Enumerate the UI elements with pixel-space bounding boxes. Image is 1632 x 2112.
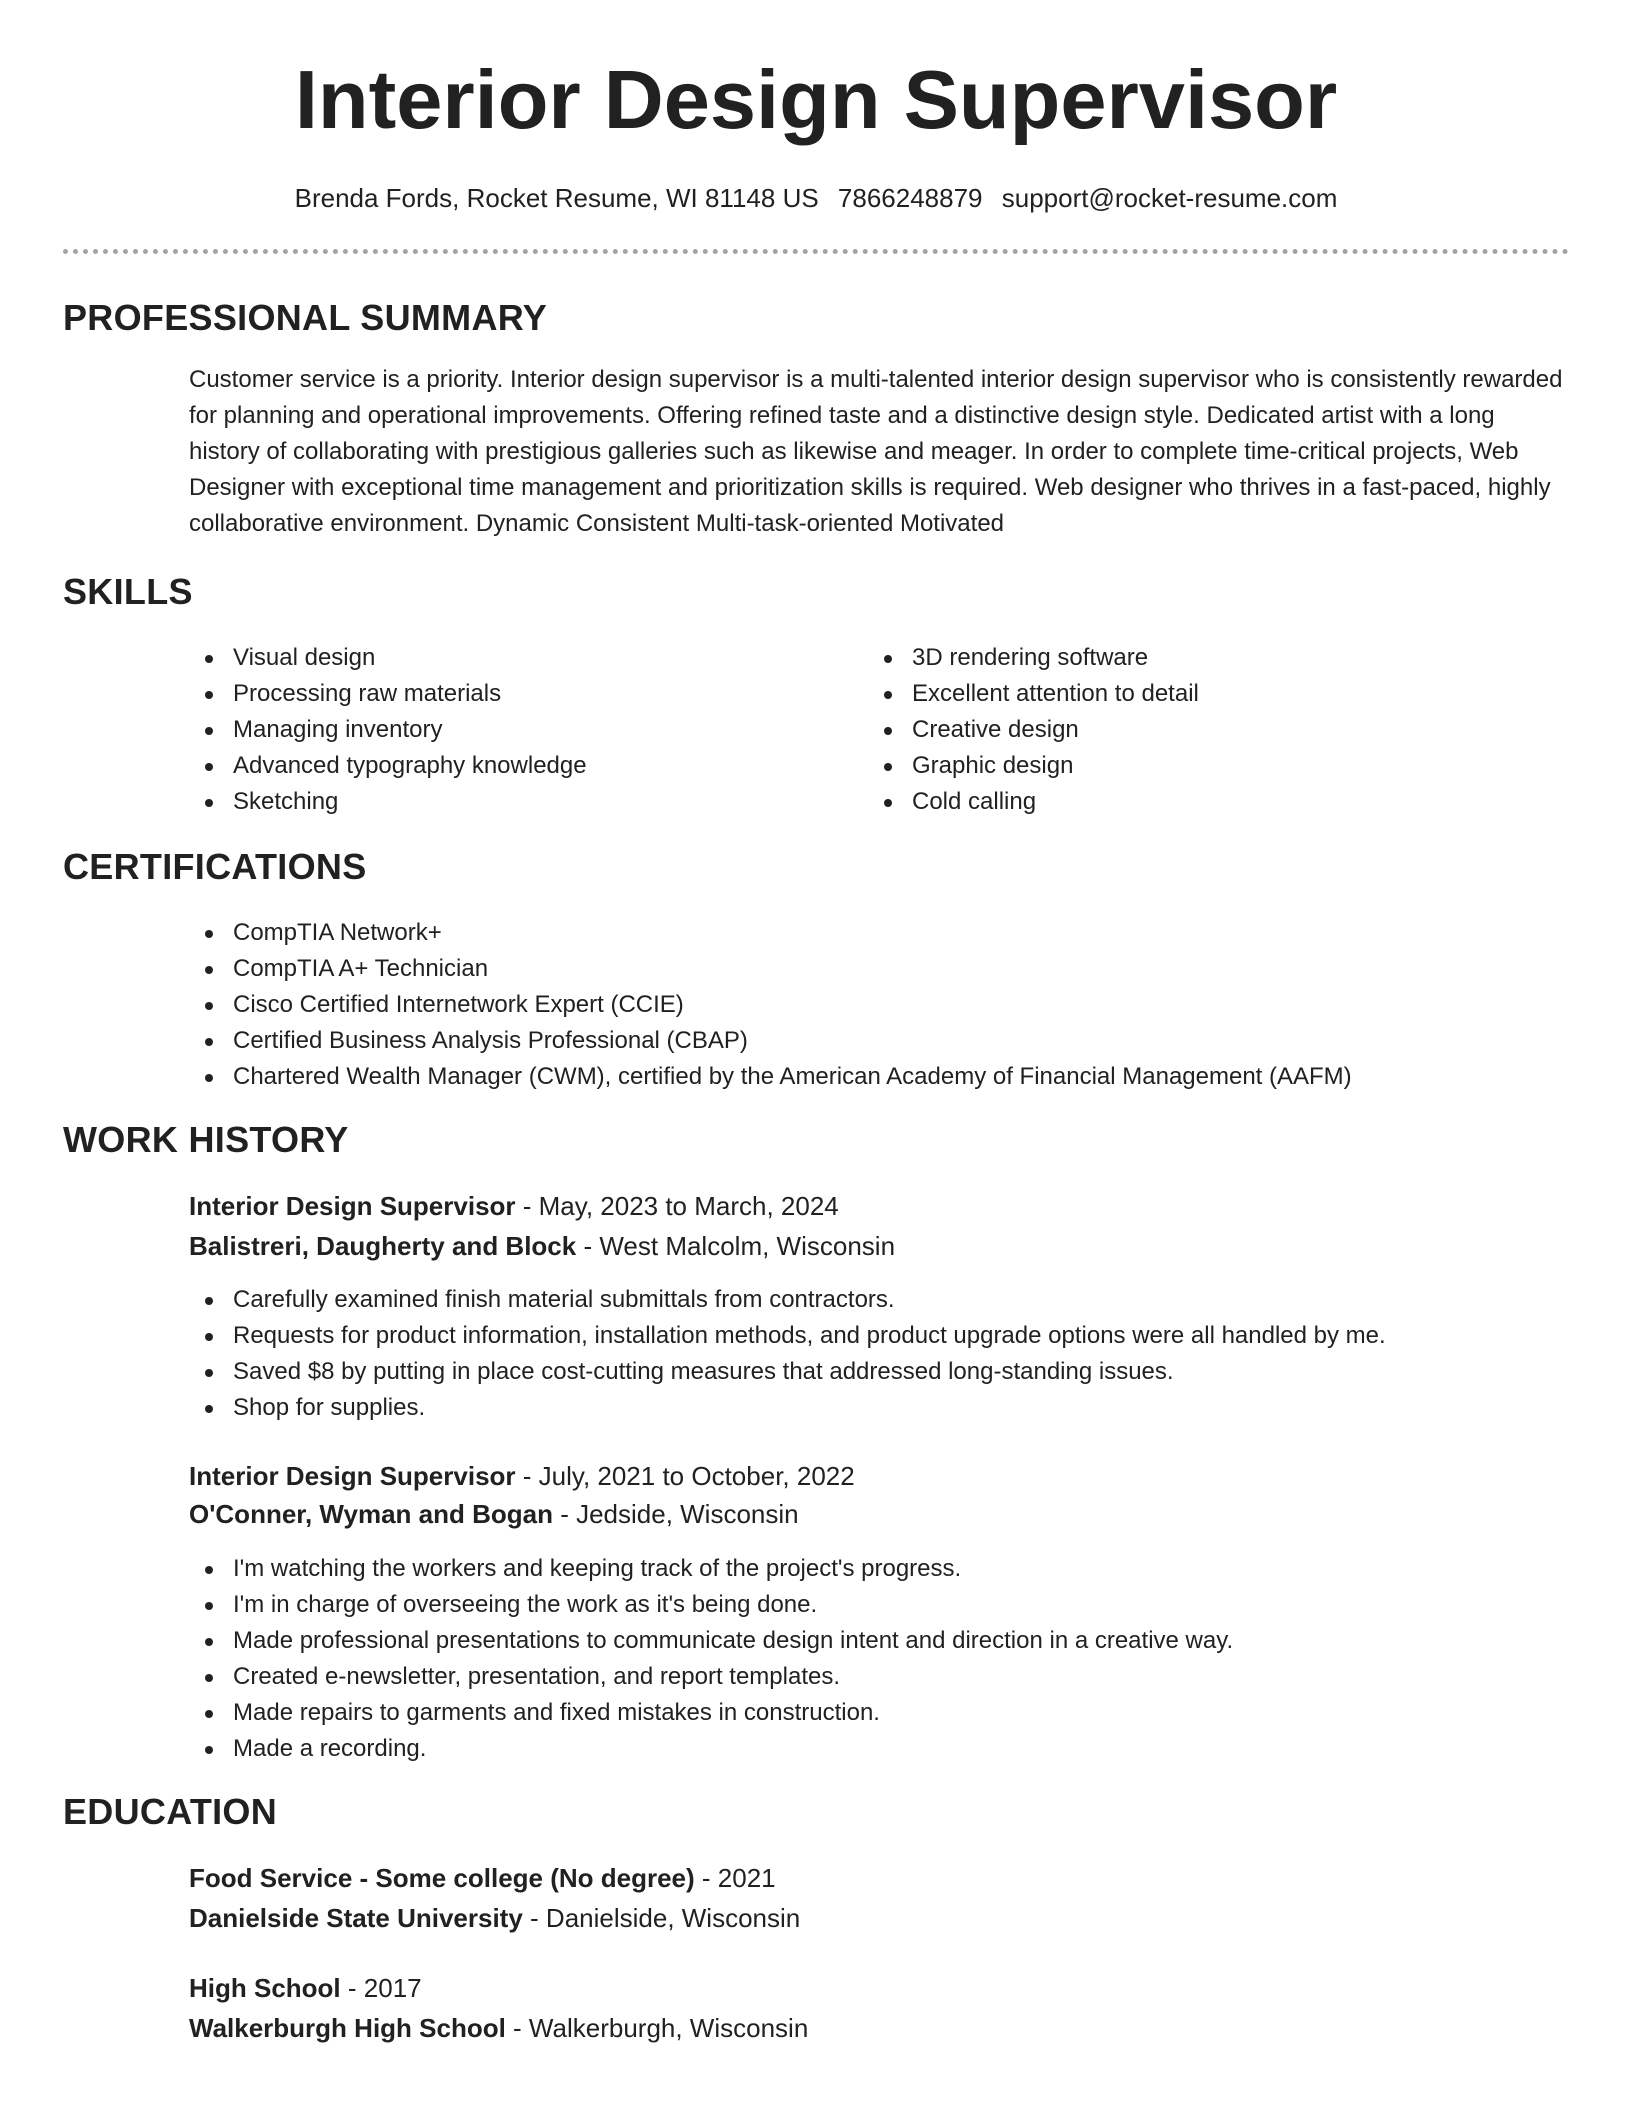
job-company-line [189,1228,895,1264]
skill-item: Excellent attention to detail [868,676,1199,712]
skill-item: Processing raw materials [189,676,587,712]
skill-item: Managing inventory [189,712,587,748]
skill-item: 3D rendering software [868,640,1199,676]
job-company-line [189,1496,799,1532]
education-location: - Danielside, Wisconsin [522,1903,801,1933]
summary-text: Customer service is a priority. Interior design supervisor is a multi-talented interior design supervisor who is consistently rewarded for planning and operational improvements. Offering refined taste and a distinctive design style. Dedicated artist with a long history of collaborating with prestigious galleries such as likewise and meager. In order to complete time-critical projects, Web Designer with exceptional time management and prioritization skills is required. Web designer who thrives in a fast-paced, highly collaborative environment. Dynamic Consistent Multi-task-oriented Motivated [189,366,1563,537]
job-duty-item: Requests for product information, installation methods, and product upgrade options were all handled by me. [189,1318,1386,1354]
job-location: - West Malcolm, Wisconsin [576,1231,896,1261]
job-role: Interior Design Supervisor [189,1191,516,1221]
skill-item: Sketching [189,784,587,820]
education-year: - 2021 [694,1863,776,1893]
job-title-line [189,1188,839,1224]
job-company: O'Conner, Wyman and Bogan [189,1499,553,1529]
header-divider [63,249,1569,254]
job-duty-item: Created e-newsletter, presentation, and report templates. [189,1659,1233,1695]
education-degree-line [189,1860,776,1896]
certification-item: CompTIA A+ Technician [189,951,1352,987]
certifications-list [189,915,1352,1095]
job-duty-item: Made professional presentations to communicate design intent and direction in a creative way. [189,1623,1233,1659]
certifications-heading: CERTIFICATIONS [63,846,367,887]
job-dates: - May, 2023 to March, 2024 [515,1191,839,1221]
resume-title: Interior Design Supervisor [294,53,1338,146]
education-degree: Food Service - Some college (No degree) [189,1863,695,1893]
education-location: - Walkerburgh, Wisconsin [505,2013,809,2043]
education-degree-line [189,1970,422,2006]
job-duty-item: Saved $8 by putting in place cost-cutting measures that addressed long-standing issues. [189,1354,1386,1390]
skill-item: Advanced typography knowledge [189,748,587,784]
job-title-line [189,1458,855,1494]
education-degree: High School [189,1973,341,2003]
education-school-line [189,1900,800,1936]
education-school-line [189,2010,808,2046]
skills-list-right [868,640,1199,820]
job-duty-item: Made a recording. [189,1731,1233,1767]
job-duty-item: Shop for supplies. [189,1390,1386,1426]
skills-heading: SKILLS [63,571,193,612]
summary-heading: PROFESSIONAL SUMMARY [63,297,548,338]
contact-line [0,180,1632,216]
work-history-heading: WORK HISTORY [63,1119,349,1160]
education-heading: EDUCATION [63,1791,278,1832]
contact-phone: 7866248879 [837,183,983,213]
certification-item: CompTIA Network+ [189,915,1352,951]
contact-address: Brenda Fords, Rocket Resume, WI 81148 US [294,183,819,213]
skills-list-left [189,640,587,820]
skill-item: Visual design [189,640,587,676]
job-location: - Jedside, Wisconsin [552,1499,799,1529]
job-duty-item: Carefully examined finish material submittals from contractors. [189,1282,1386,1318]
job-company: Balistreri, Daugherty and Block [189,1231,577,1261]
job-duty-item: Made repairs to garments and fixed mistakes in construction. [189,1695,1233,1731]
certification-item: Cisco Certified Internetwork Expert (CCIE) [189,987,1352,1023]
certification-item: Certified Business Analysis Professional (CBAP) [189,1023,1352,1059]
education-year: - 2017 [340,1973,422,2003]
job-duty-item: I'm in charge of overseeing the work as it's being done. [189,1587,1233,1623]
job-duties-list [189,1551,1233,1767]
skill-item: Cold calling [868,784,1199,820]
contact-email: support@rocket-resume.com [1001,183,1338,213]
job-dates: - July, 2021 to October, 2022 [515,1461,855,1491]
job-duty-item: I'm watching the workers and keeping track of the project's progress. [189,1551,1233,1587]
skill-item: Graphic design [868,748,1199,784]
job-duties-list [189,1282,1386,1426]
education-school: Walkerburgh High School [189,2013,506,2043]
education-school: Danielside State University [189,1903,523,1933]
certification-item: Chartered Wealth Manager (CWM), certified by the American Academy of Financial Management (AAFM) [189,1059,1352,1095]
job-role: Interior Design Supervisor [189,1461,516,1491]
skill-item: Creative design [868,712,1199,748]
